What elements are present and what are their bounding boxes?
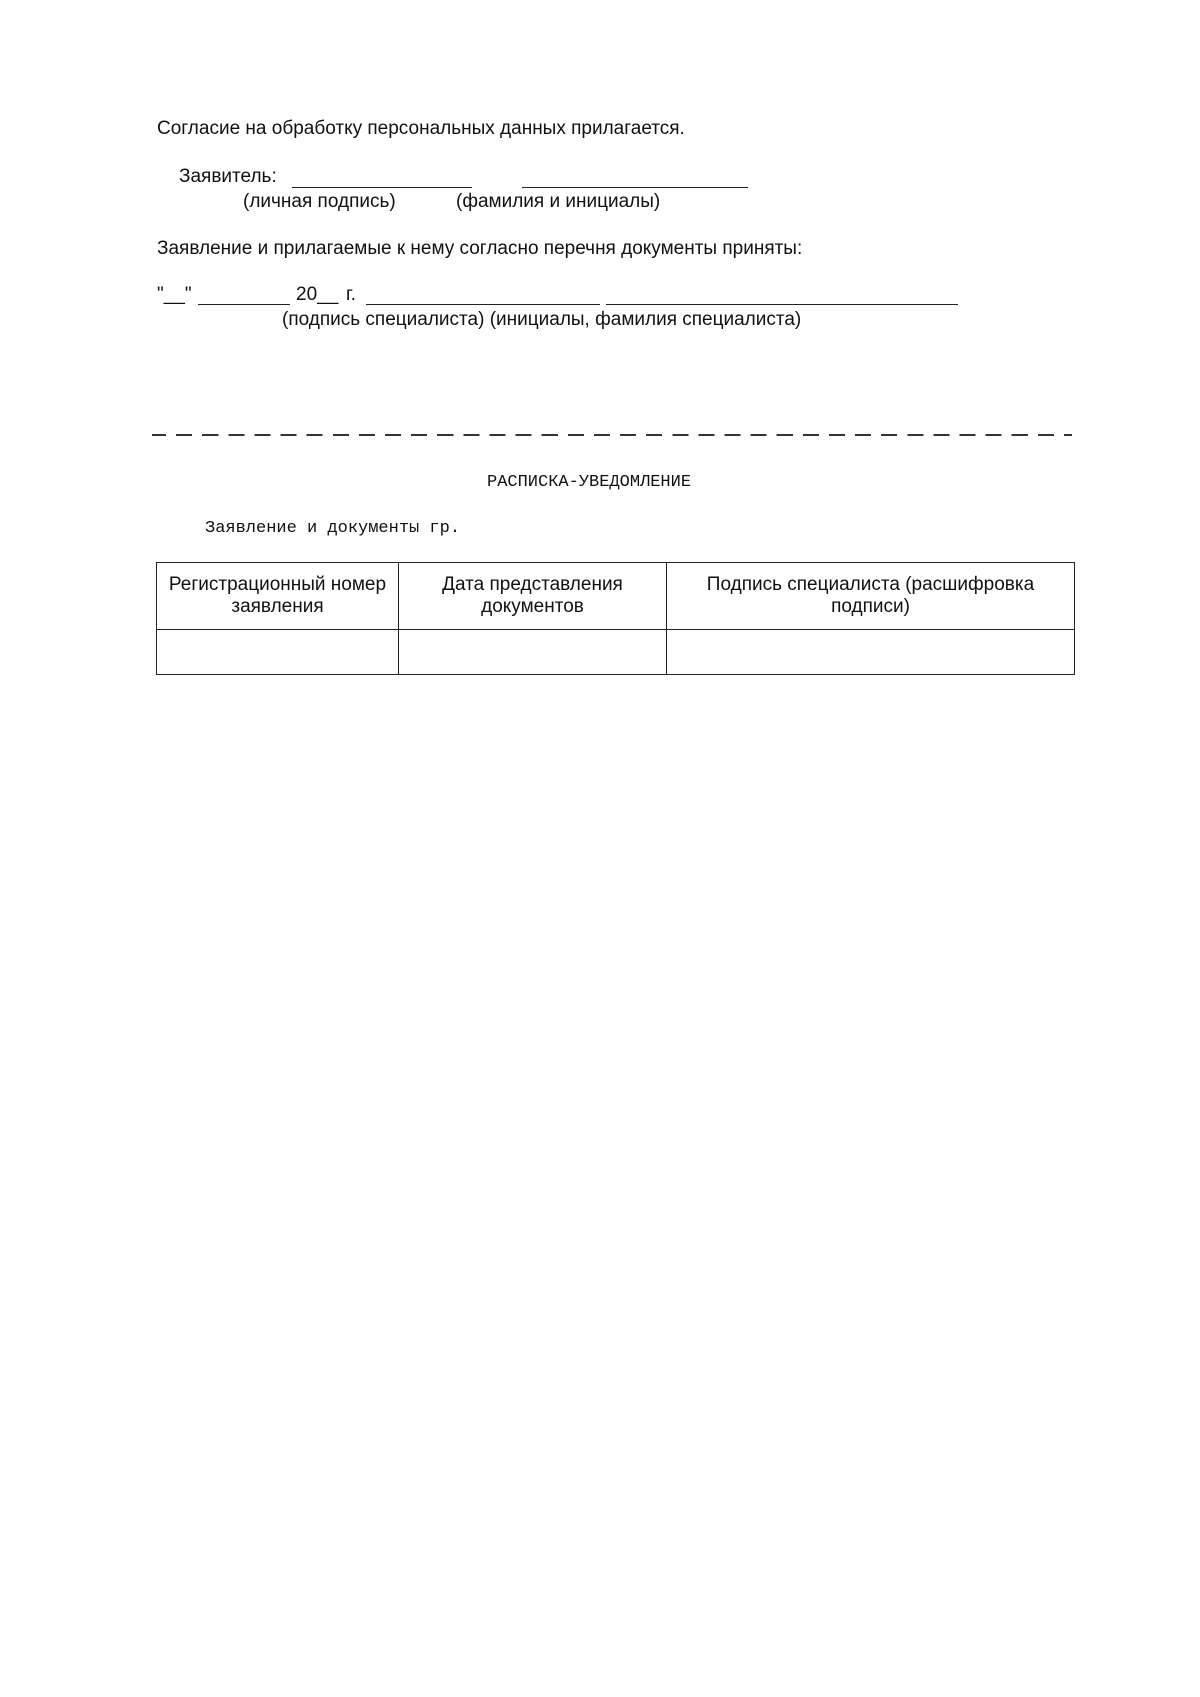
cut-line xyxy=(152,434,1072,436)
header-registration-number: Регистрационный номер заявления xyxy=(157,563,399,630)
cell-registration-number[interactable] xyxy=(157,630,399,675)
cell-specialist-signature[interactable] xyxy=(667,630,1075,675)
receipt-table xyxy=(156,562,1075,675)
header-specialist-signature: Подпись специалиста (расшифровка подписи) xyxy=(667,563,1075,630)
name-caption: (фамилия и инициалы) xyxy=(456,191,661,212)
date-year-prefix: 20__ xyxy=(296,284,339,305)
acceptance-note: Заявление и прилагаемые к нему согласно перечня документы приняты: xyxy=(157,238,803,259)
applicant-signature-line[interactable] xyxy=(292,187,472,188)
applicant-name-line[interactable] xyxy=(522,187,748,188)
receipt-intro: Заявление и документы гр. xyxy=(205,519,461,538)
table-header-row xyxy=(157,563,1075,630)
receipt-title: РАСПИСКА-УВЕДОМЛЕНИЕ xyxy=(487,473,692,492)
date-month-line[interactable] xyxy=(198,304,290,305)
specialist-signature-line[interactable] xyxy=(366,304,600,305)
signature-caption: (личная подпись) xyxy=(243,191,396,212)
date-year-suffix: г. xyxy=(346,284,356,305)
specialist-name-line[interactable] xyxy=(606,304,958,305)
header-submission-date: Дата представления документов xyxy=(399,563,667,630)
table-row xyxy=(157,630,1075,675)
specialist-caption: (подпись специалиста) (инициалы, фамилия специалиста) xyxy=(282,309,802,330)
cell-submission-date[interactable] xyxy=(399,630,667,675)
consent-note: Согласие на обработку персональных данных прилагается. xyxy=(157,118,685,139)
applicant-label: Заявитель: xyxy=(179,166,277,187)
date-day-blank: "__" xyxy=(157,284,192,305)
